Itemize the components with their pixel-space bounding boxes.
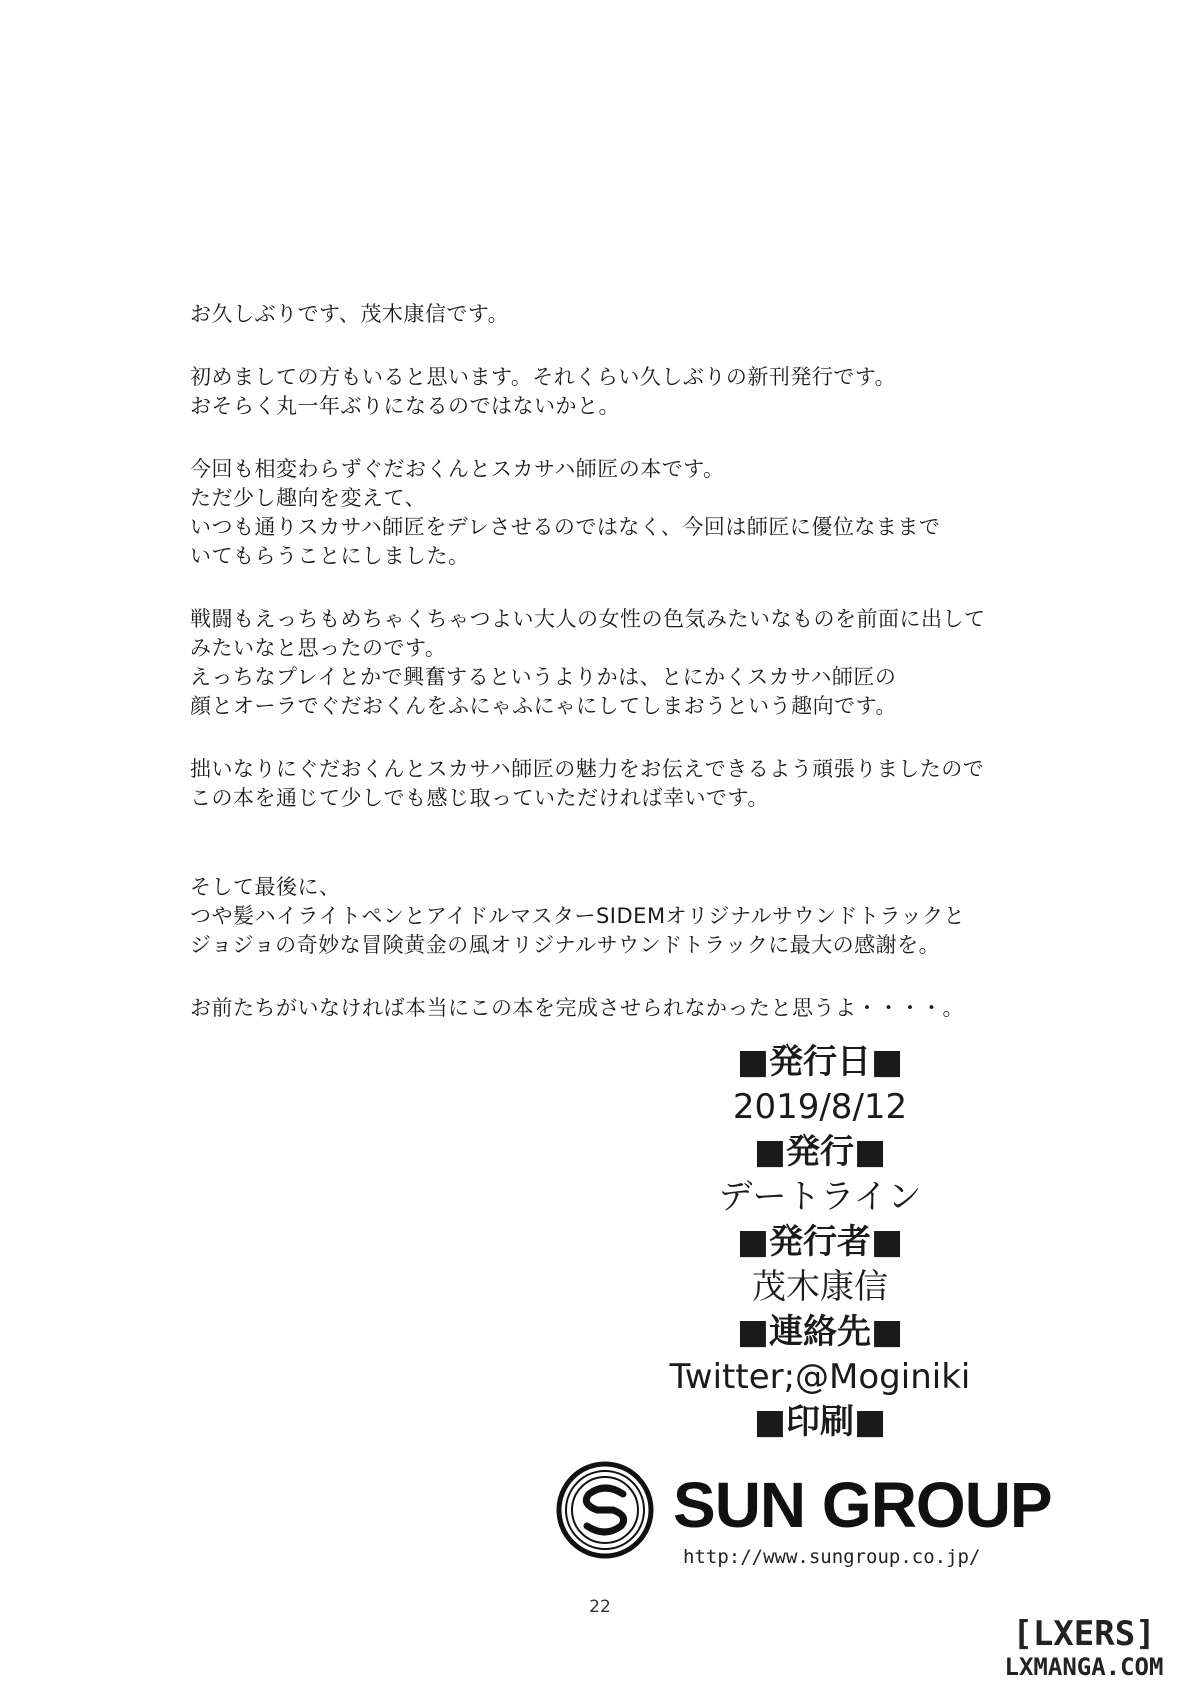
afterword-paragraph	[190, 873, 1090, 960]
afterword-paragraph	[190, 455, 1090, 571]
afterword-line: 初めましての方もいると思います。それくらい久しぶりの新刊発行です。	[190, 365, 897, 389]
afterword-line: 顔とオーラでぐだおくんをふにゃふにゃにしてしまおうという趣向です。	[190, 694, 897, 718]
afterword-paragraph	[190, 605, 1090, 721]
printer-logo	[555, 1460, 1075, 1570]
afterword-line: いつも通りスカサハ師匠をデレさせるのではなく、今回は師匠に優位なままで	[190, 515, 941, 539]
issue-date: 2019/8/12	[732, 1087, 908, 1127]
afterword-line: ジョジョの奇妙な冒険黄金の風オリジナルサウンドトラックに最大の感謝を。	[190, 933, 941, 957]
afterword-line: 拙いなりにぐだおくんとスカサハ師匠の魅力をお伝えできるよう頑張りましたので	[190, 757, 985, 781]
afterword-line: つや髪ハイライトペンとアイドルマスターSIDEMオリジナルサウンドトラックと	[190, 904, 966, 928]
watermark-bottom: LXMANGA.COM	[1004, 1653, 1164, 1681]
afterword-line: この本を通じて少しでも感じ取っていただければ幸いです。	[190, 786, 769, 810]
afterword-line: 今回も相変わらずぐだおくんとスカサハ師匠の本です。	[190, 457, 725, 481]
afterword-line: 戦闘もえっちもめちゃくちゃつよい大人の女性の色気みたいなものを前面に出して	[190, 607, 986, 631]
contact: Twitter;@Moginiki	[669, 1357, 971, 1397]
printer-logo-url: http://www.sungroup.co.jp/	[683, 1546, 981, 1568]
afterword	[190, 300, 1090, 1057]
publisher: デートライン	[718, 1177, 922, 1217]
scanlation-watermark	[984, 1615, 1184, 1681]
issue-date-label: ■発行日■	[736, 1042, 904, 1082]
afterword-line: おそらく丸一年ぶりになるのではないかと。	[190, 394, 620, 418]
contact-label: ■連絡先■	[736, 1312, 904, 1352]
afterword-paragraph	[190, 300, 1090, 329]
afterword-line: そして最後に、	[190, 875, 341, 899]
colophon	[620, 1040, 1020, 1445]
printer-label: ■印刷■	[753, 1402, 887, 1442]
afterword-line: えっちなプレイとかで興奮するというよりかは、とにかくスカサハ師匠の	[190, 665, 897, 689]
author: 茂木康信	[752, 1267, 888, 1307]
afterword-paragraph	[190, 994, 1090, 1023]
page-number: 22	[589, 1597, 611, 1617]
author-label: ■発行者■	[736, 1222, 904, 1262]
afterword-line: ただ少し趣向を変えて、	[190, 486, 427, 510]
printer-logo-name: SUN GROUP	[673, 1469, 1052, 1541]
watermark-top: [LXERS]	[1012, 1614, 1156, 1654]
afterword-paragraph	[190, 755, 1090, 813]
afterword-line: お前たちがいなければ本当にこの本を完成させられなかったと思うよ・・・・。	[190, 996, 964, 1020]
afterword-line: みたいなと思ったのです。	[190, 636, 447, 660]
afterword-line: いてもらうことにしました。	[190, 544, 470, 568]
afterword-paragraph	[190, 363, 1090, 421]
sun-group-emblem-icon	[555, 1460, 665, 1570]
publisher-label: ■発行■	[753, 1132, 887, 1172]
afterword-line: お久しぶりです、茂木康信です。	[190, 302, 510, 326]
